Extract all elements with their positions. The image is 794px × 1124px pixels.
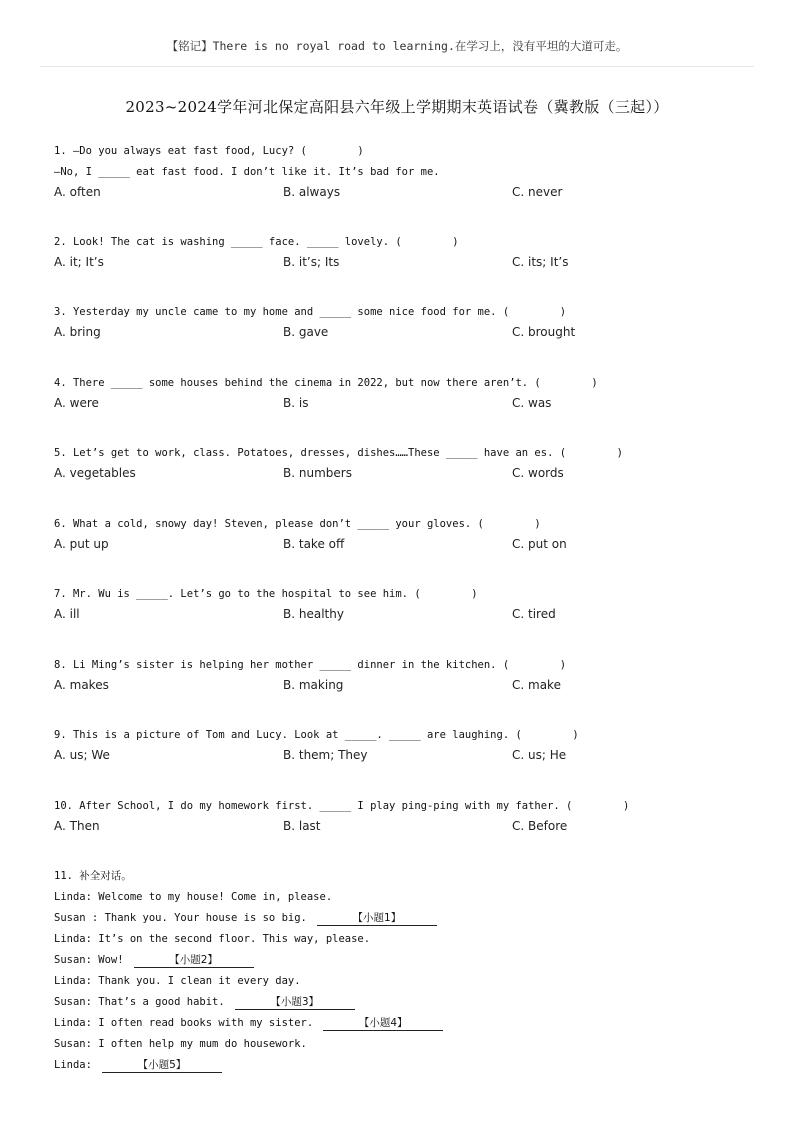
question-6 (54, 514, 754, 556)
dialogue-section (54, 866, 754, 1076)
option-c[interactable]: C. words (512, 466, 564, 480)
question-9 (54, 725, 754, 767)
dialogue-line (54, 1013, 754, 1034)
option-b[interactable]: B. them; They (283, 748, 368, 762)
dialogue-text: Susan: I often help my mum do housework. (54, 1038, 307, 1050)
dialogue-line (54, 950, 754, 971)
option-b[interactable]: B. last (283, 819, 321, 833)
option-a[interactable]: A. us; We (54, 748, 110, 762)
option-c[interactable]: C. was (512, 396, 552, 410)
dialogue-text: Susan: That’s a good habit. (54, 996, 225, 1008)
dialogue-text: Linda: It’s on the second floor. This way, please. (54, 933, 371, 945)
option-a[interactable]: A. bring (54, 325, 101, 339)
dialogue-text: Susan: Wow! (54, 954, 124, 966)
dialogue-line (54, 1055, 754, 1076)
option-b[interactable]: B. always (283, 185, 341, 199)
option-c[interactable]: C. Before (512, 819, 568, 833)
dialogue-line (54, 908, 754, 929)
question-stem: —No, I _____ eat fast food. I don’t like it. It’s bad for me. (54, 166, 440, 178)
option-c[interactable]: C. brought (512, 325, 576, 339)
dialogue-line (54, 887, 754, 908)
option-a[interactable]: A. often (54, 185, 101, 199)
question-8 (54, 655, 754, 697)
option-a[interactable]: A. makes (54, 678, 109, 692)
question-stem: 9. This is a picture of Tom and Lucy. Look at _____. _____ are laughing. ( ) (54, 729, 579, 741)
dialogue-line (54, 1034, 754, 1055)
dialogue-text: Linda: Thank you. I clean it every day. (54, 975, 301, 987)
option-c[interactable]: C. make (512, 678, 561, 692)
answer-blank-5[interactable]: 【小题5】 (102, 1058, 222, 1073)
option-row (54, 253, 754, 274)
option-b[interactable]: B. making (283, 678, 344, 692)
option-c[interactable]: C. its; It’s (512, 255, 569, 269)
option-a[interactable]: A. put up (54, 537, 109, 551)
option-row (54, 323, 754, 344)
question-3 (54, 302, 754, 344)
question-stem: 5. Let’s get to work, class. Potatoes, dresses, dishes……These _____ have an es. ( ) (54, 447, 623, 459)
option-c[interactable]: C. us; He (512, 748, 567, 762)
option-c[interactable]: C. tired (512, 607, 556, 621)
answer-blank-3[interactable]: 【小题3】 (235, 995, 355, 1010)
option-a[interactable]: A. ill (54, 607, 80, 621)
option-row (54, 394, 754, 415)
option-row (54, 183, 754, 204)
option-a[interactable]: A. it; It’s (54, 255, 104, 269)
page-title: 2023~2024学年河北保定高阳县六年级上学期期末英语试卷（冀教版（三起）） (125, 98, 669, 116)
question-stem: 3. Yesterday my uncle came to my home and _____ some nice food for me. ( ) (54, 306, 567, 318)
answer-blank-2[interactable]: 【小题2】 (134, 953, 254, 968)
option-row (54, 535, 754, 556)
option-row (54, 676, 754, 697)
option-row (54, 464, 754, 485)
question-2 (54, 232, 754, 274)
question-1 (54, 141, 754, 204)
header-divider (40, 66, 754, 67)
dialogue-line (54, 971, 754, 992)
dialogue-heading: 11. 补全对话。 (54, 870, 132, 882)
dialogue-text: Linda: (54, 1059, 92, 1071)
option-c[interactable]: C. never (512, 185, 563, 199)
option-row (54, 605, 754, 626)
option-row (54, 746, 754, 767)
option-row (54, 817, 754, 838)
answer-blank-4[interactable]: 【小题4】 (323, 1016, 443, 1031)
answer-blank-1[interactable]: 【小题1】 (317, 911, 437, 926)
dialogue-line (54, 992, 754, 1013)
question-stem: 8. Li Ming’s sister is helping her mother _____ dinner in the kitchen. ( ) (54, 659, 567, 671)
option-a[interactable]: A. Then (54, 819, 100, 833)
question-10 (54, 796, 754, 838)
dialogue-line (54, 929, 754, 950)
dialogue-text: Linda: Welcome to my house! Come in, please. (54, 891, 333, 903)
question-stem: 1. —Do you always eat fast food, Lucy? ( ) (54, 145, 364, 157)
question-stem: 6. What a cold, snowy day! Steven, please don’t _____ your gloves. ( ) (54, 518, 541, 530)
question-4 (54, 373, 754, 415)
question-5 (54, 443, 754, 485)
option-b[interactable]: B. it’s; Its (283, 255, 340, 269)
question-7 (54, 584, 754, 626)
option-b[interactable]: B. is (283, 396, 309, 410)
option-b[interactable]: B. gave (283, 325, 329, 339)
question-stem: 10. After School, I do my homework first. _____ I play ping-ping with my father. ( ) (54, 800, 630, 812)
option-b[interactable]: B. healthy (283, 607, 344, 621)
dialogue-text: Susan : Thank you. Your house is so big. (54, 912, 307, 924)
option-a[interactable]: A. vegetables (54, 466, 136, 480)
option-b[interactable]: B. take off (283, 537, 345, 551)
question-stem: 4. There _____ some houses behind the cinema in 2022, but now there aren’t. ( ) (54, 377, 598, 389)
question-stem: 7. Mr. Wu is _____. Let’s go to the hospital to see him. ( ) (54, 588, 478, 600)
option-a[interactable]: A. were (54, 396, 99, 410)
option-b[interactable]: B. numbers (283, 466, 352, 480)
question-stem: 2. Look! The cat is washing _____ face. _____ lovely. ( ) (54, 236, 459, 248)
dialogue-text: Linda: I often read books with my sister. (54, 1017, 314, 1029)
header-motto: 【铭记】There is no royal road to learning.在学习上，没有平坦的大道可走。 (166, 39, 628, 53)
option-c[interactable]: C. put on (512, 537, 567, 551)
